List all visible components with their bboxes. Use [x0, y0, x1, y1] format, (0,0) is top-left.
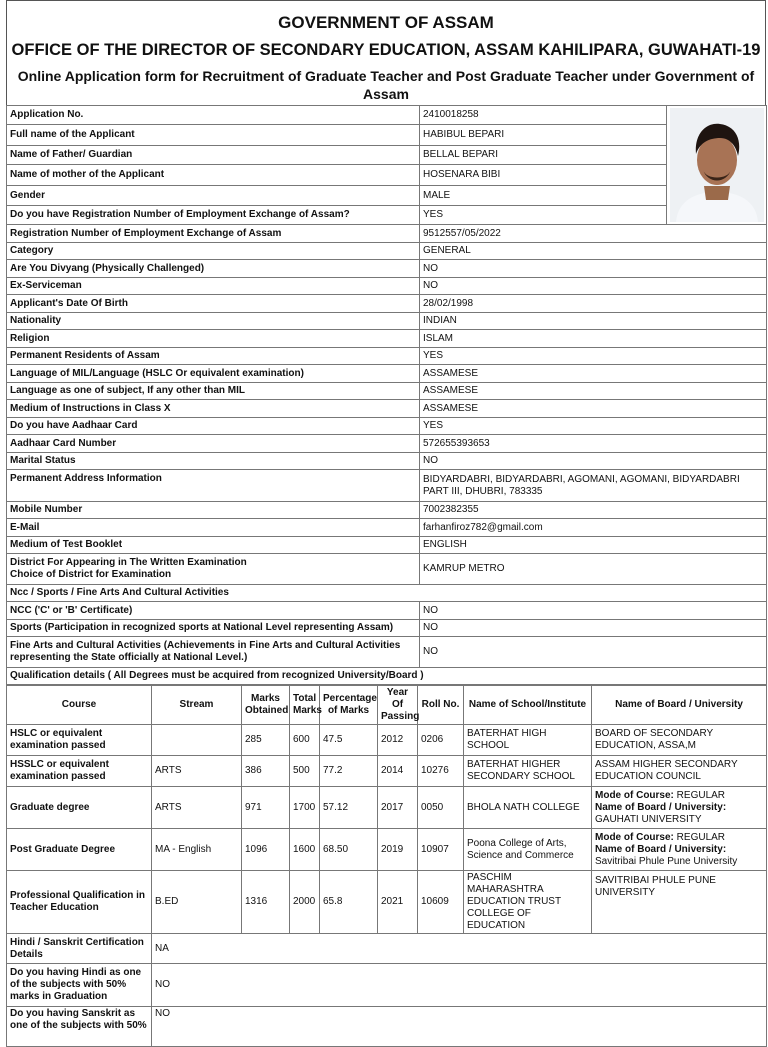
total-cell: 500	[290, 756, 320, 787]
stream-cell: ARTS	[152, 756, 242, 787]
field-label: Name of mother of the Applicant	[7, 165, 420, 186]
field-label: Gender	[7, 186, 420, 206]
mode-value: REGULAR	[676, 789, 726, 801]
detail-row	[7, 435, 767, 453]
section-label: Ncc / Sports / Fine Arts And Cultural Activities	[7, 585, 767, 602]
year-cell: 2019	[378, 829, 418, 871]
detail-row	[7, 383, 767, 400]
field-label: Language of MIL/Language (HSLC Or equivalent examination)	[7, 365, 420, 383]
col-year: Year Of Passing	[378, 686, 418, 725]
table-row	[7, 1007, 767, 1047]
col-total-marks: Total Marks	[290, 686, 320, 725]
roll-cell: 10276	[418, 756, 464, 787]
detail-row	[7, 453, 767, 470]
year-cell: 2021	[378, 871, 418, 934]
stream-cell: B.ED	[152, 871, 242, 934]
field-value: INDIAN	[420, 313, 767, 330]
field-value: YES	[420, 418, 767, 435]
section-row	[7, 585, 767, 602]
form-header	[6, 0, 766, 105]
mode-value: REGULAR	[676, 831, 726, 843]
col-board: Name of Board / University	[592, 686, 767, 725]
field-label: Marital Status	[7, 453, 420, 470]
board-cell	[592, 787, 767, 829]
detail-row	[7, 165, 767, 186]
field-label: Sports (Participation in recognized sports at National Level representing Assam)	[7, 620, 420, 637]
roll-cell: 10907	[418, 829, 464, 871]
course-cell: Graduate degree	[7, 787, 152, 829]
field-label: Ex-Serviceman	[7, 278, 420, 295]
board-cell	[592, 829, 767, 871]
table-row	[7, 934, 767, 964]
col-course: Course	[7, 686, 152, 725]
govt-title: GOVERNMENT OF ASSAM	[278, 13, 494, 32]
field-label-line1: District For Appearing in The Written Examination	[10, 557, 247, 568]
field-value: HABIBUL BEPARI	[420, 125, 667, 146]
year-cell: 2017	[378, 787, 418, 829]
field-value: 7002382355	[420, 502, 767, 519]
field-value: HOSENARA BIBI	[420, 165, 667, 186]
pct-cell: 47.5	[320, 725, 378, 756]
table-row	[7, 871, 767, 934]
course-cell: HSLC or equivalent examination passed	[7, 725, 152, 756]
detail-row	[7, 470, 767, 502]
roll-cell: 0206	[418, 725, 464, 756]
total-cell: 1700	[290, 787, 320, 829]
office-title: OFFICE OF THE DIRECTOR OF SECONDARY EDUCATION, ASSAM KAHILIPARA, GUWAHATI-19	[11, 41, 761, 59]
field-label: Applicant's Date Of Birth	[7, 295, 420, 313]
school-cell: BATERHAT HIGH SCHOOL	[464, 725, 592, 756]
col-marks-obtained: Marks Obtained	[242, 686, 290, 725]
pct-cell: 65.8	[320, 871, 378, 934]
board-cell: BOARD OF SECONDARY EDUCATION, ASSA,M	[592, 725, 767, 756]
table-row	[7, 725, 767, 756]
field-label: Religion	[7, 330, 420, 348]
field-label: E-Mail	[7, 519, 420, 537]
field-label: Permanent Residents of Assam	[7, 348, 420, 365]
extra-label: Hindi / Sanskrit Certification Details	[7, 934, 152, 964]
field-value: KAMRUP METRO	[420, 554, 767, 585]
field-label: Category	[7, 243, 420, 260]
detail-row	[7, 637, 767, 668]
field-label: NCC ('C' or 'B' Certificate)	[7, 602, 420, 620]
detail-row	[7, 400, 767, 418]
field-label: Mobile Number	[7, 502, 420, 519]
board-value: GAUHATI UNIVERSITY	[595, 813, 702, 825]
field-value: GENERAL	[420, 243, 767, 260]
field-label: Nationality	[7, 313, 420, 330]
detail-row	[7, 125, 767, 146]
field-value: NO	[420, 260, 767, 278]
field-label: Fine Arts and Cultural Activities (Achievements in Fine Arts and Cultural Activities representing the State officially at National Level.)	[7, 637, 420, 668]
obtained-cell: 1096	[242, 829, 290, 871]
field-label: Language as one of subject, If any other than MIL	[7, 383, 420, 400]
detail-row	[7, 365, 767, 383]
obtained-cell: 1316	[242, 871, 290, 934]
total-cell: 1600	[290, 829, 320, 871]
table-row	[7, 829, 767, 871]
field-label-line2: Choice of District for Examination	[10, 569, 172, 580]
detail-row	[7, 330, 767, 348]
detail-row	[7, 106, 767, 125]
col-percentage: Percentage of Marks	[320, 686, 378, 725]
extra-label: Do you having Sanskrit as one of the subjects with 50%	[7, 1007, 152, 1047]
school-cell: BATERHAT HIGHER SECONDARY SCHOOL	[464, 756, 592, 787]
field-value: BELLAL BEPARI	[420, 146, 667, 165]
field-label: Full name of the Applicant	[7, 125, 420, 146]
field-label: Application No.	[7, 106, 420, 125]
field-label: Registration Number of Employment Exchange of Assam	[7, 225, 420, 243]
detail-row	[7, 313, 767, 330]
field-value: ENGLISH	[420, 537, 767, 554]
mode-label: Mode of Course:	[595, 789, 674, 801]
board-cell: ASSAM HIGHER SECONDARY EDUCATION COUNCIL	[592, 756, 767, 787]
field-label: Medium of Test Booklet	[7, 537, 420, 554]
detail-row	[7, 206, 767, 225]
form-title: Online Application form for Recruitment of Graduate Teacher and Post Graduate Teacher under Government of Assam	[17, 68, 755, 102]
school-cell: PASCHIM MAHARASHTRA EDUCATION TRUST COLLEGE OF EDUCATION	[464, 871, 592, 934]
stream-cell: MA - English	[152, 829, 242, 871]
field-value: NO	[420, 602, 767, 620]
field-value: 2410018258	[420, 106, 667, 125]
extra-value: NA	[152, 934, 767, 964]
obtained-cell: 386	[242, 756, 290, 787]
field-value: ASSAMESE	[420, 365, 767, 383]
stream-cell	[152, 725, 242, 756]
table-row	[7, 787, 767, 829]
detail-row	[7, 243, 767, 260]
detail-row	[7, 260, 767, 278]
course-cell: Professional Qualification in Teacher Education	[7, 871, 152, 934]
field-value: 9512557/05/2022	[420, 225, 767, 243]
field-value: YES	[420, 206, 667, 225]
roll-cell: 0050	[418, 787, 464, 829]
field-value: farhanfiroz782@gmail.com	[420, 519, 767, 537]
stream-cell: ARTS	[152, 787, 242, 829]
obtained-cell: 971	[242, 787, 290, 829]
total-cell: 2000	[290, 871, 320, 934]
mode-line	[595, 790, 763, 802]
col-school: Name of School/Institute	[464, 686, 592, 725]
board-cell: SAVITRIBAI PHULE PUNE UNIVERSITY	[592, 871, 767, 934]
field-value: NO	[420, 637, 767, 668]
detail-row	[7, 602, 767, 620]
field-label: Do you have Aadhaar Card	[7, 418, 420, 435]
detail-row	[7, 225, 767, 243]
section-row	[7, 668, 767, 685]
mode-line	[595, 832, 763, 844]
detail-row	[7, 519, 767, 537]
year-cell: 2014	[378, 756, 418, 787]
field-value: NO	[420, 278, 767, 295]
field-value: BIDYARDABRI, BIDYARDABRI, AGOMANI, AGOMANI, BIDYARDABRI PART III, DHUBRI, 783335	[420, 470, 767, 502]
field-label: Do you have Registration Number of Employment Exchange of Assam?	[7, 206, 420, 225]
col-stream: Stream	[152, 686, 242, 725]
detail-row	[7, 186, 767, 206]
photo-cell	[667, 106, 767, 225]
pct-cell: 77.2	[320, 756, 378, 787]
table-row	[7, 756, 767, 787]
roll-cell: 10609	[418, 871, 464, 934]
field-label: Permanent Address Information	[7, 470, 420, 502]
school-cell: Poona College of Arts, Science and Commerce	[464, 829, 592, 871]
board-label: Name of Board / University:	[595, 843, 727, 855]
field-value: ISLAM	[420, 330, 767, 348]
field-value: 28/02/1998	[420, 295, 767, 313]
field-label: Medium of Instructions in Class X	[7, 400, 420, 418]
field-label	[7, 554, 420, 585]
qualification-header-row	[7, 686, 767, 725]
obtained-cell: 285	[242, 725, 290, 756]
field-value: ASSAMESE	[420, 383, 767, 400]
field-value: NO	[420, 453, 767, 470]
total-cell: 600	[290, 725, 320, 756]
mode-label: Mode of Course:	[595, 831, 674, 843]
detail-row	[7, 348, 767, 365]
detail-row	[7, 554, 767, 585]
course-cell: HSSLC or equivalent examination passed	[7, 756, 152, 787]
field-label: Aadhaar Card Number	[7, 435, 420, 453]
extra-value: NO	[152, 1007, 767, 1047]
detail-row	[7, 502, 767, 519]
field-value: 572655393653	[420, 435, 767, 453]
detail-row	[7, 146, 767, 165]
field-value: ASSAMESE	[420, 400, 767, 418]
school-cell: BHOLA NATH COLLEGE	[464, 787, 592, 829]
detail-row	[7, 620, 767, 637]
field-value: NO	[420, 620, 767, 637]
qualification-title: Qualification details ( All Degrees must be acquired from recognized University/Board )	[7, 668, 767, 685]
detail-row	[7, 537, 767, 554]
field-label: Name of Father/ Guardian	[7, 146, 420, 165]
field-label: Are You Divyang (Physically Challenged)	[7, 260, 420, 278]
board-value: Savitribai Phule Pune University	[595, 855, 738, 867]
applicant-photo	[670, 108, 764, 222]
table-row	[7, 964, 767, 1007]
extra-label: Do you having Hindi as one of the subjects with 50% marks in Graduation	[7, 964, 152, 1007]
field-value: YES	[420, 348, 767, 365]
application-form	[6, 0, 766, 1047]
course-cell: Post Graduate Degree	[7, 829, 152, 871]
detail-row	[7, 295, 767, 313]
pct-cell: 68.50	[320, 829, 378, 871]
year-cell: 2012	[378, 725, 418, 756]
detail-row	[7, 418, 767, 435]
field-value: MALE	[420, 186, 667, 206]
detail-row	[7, 278, 767, 295]
col-roll-no: Roll No.	[418, 686, 464, 725]
pct-cell: 57.12	[320, 787, 378, 829]
extra-value: NO	[152, 964, 767, 1007]
qualification-table	[6, 685, 767, 1047]
personal-details-table	[6, 105, 767, 685]
board-label: Name of Board / University:	[595, 801, 727, 813]
